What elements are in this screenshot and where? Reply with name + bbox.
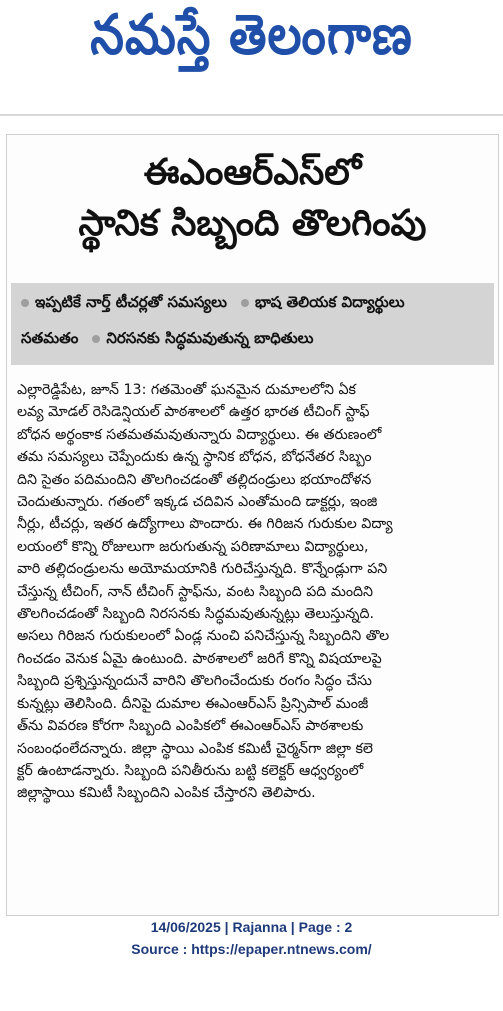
body-line: జిల్లాస్థాయి కమిటీ సిబ్బందిని ఎంపిక చేస్తారని తెలిపారు.: [17, 785, 316, 802]
bullet-icon: [92, 335, 100, 343]
subheading-item: నిరసనకు సిద్ధమవుతున్న బాధితులు: [106, 329, 314, 347]
masthead-divider: [0, 114, 503, 116]
subheading-row-2: [21, 329, 313, 351]
article-body: [17, 379, 489, 805]
subheading-item: భాష తెలియక విద్యార్థులు: [254, 293, 405, 311]
body-line: బోధన అర్థంకాక సతమతమవుతున్నారు విద్యార్థులు. ఈ తరుణంలో: [17, 426, 382, 443]
body-line: గించడం వెనుక ఏమై ఉంటుంది. పాఠశాలలో జరిగే కొన్ని విషయాలపై: [17, 650, 382, 667]
bullet-icon: [241, 299, 249, 307]
body-line: అసలు గిరిజన గురుకులంలో ఏండ్ల నుంచి పనిచేస్తున్న సిబ్బందిని తొల: [17, 628, 390, 645]
footer-dateline: 14/06/2025 | Rajanna | Page : 2: [150, 919, 353, 935]
body-line: వారి తల్లిదండ్రులను అయోమయానికి గురిచేస్తున్నది. కొన్నేండ్లుగా పని: [17, 561, 388, 578]
subheading-box: [11, 283, 494, 365]
body-line: తొలగించడంతో సిబ్బంది నిరసనకు సిద్ధమవుతున్నట్లు తెలుస్తున్నది.: [17, 606, 374, 623]
body-line: లయంలో కొన్ని రోజులుగా జరుగుతున్న పరిణామాలు విద్యార్థులు,: [17, 538, 369, 555]
body-line: కున్నట్లు తెలిసింది. దీనిపై దుమాల ఈఎంఆర్ఎస్ ప్రిన్సిపాల్ మంజీ: [17, 695, 369, 712]
masthead-title: నమస్తే తెలంగాణ: [90, 2, 413, 68]
body-line: క్టర్ ఉంటాడన్నారు. సిబ్బంది పనితీరును బట్టి కలెక్టర్ ఆధ్వర్యంలో: [17, 762, 364, 779]
body-line: చెందుతున్నారు. గతంలో ఇక్కడ చదివిన ఎంతోమంది డాక్టర్లు, ఇంజి: [17, 494, 378, 511]
body-line: సిబ్బంది ప్రశ్నిస్తున్నందునే వారిని తొలగించేందుకు రంగం సిద్ధం చేసు: [17, 673, 372, 690]
body-line: చేస్తున్న టీచింగ్, నాన్ టీచింగ్ స్టాఫ్‌ను, వంట సిబ్బంది పది మందిని: [17, 583, 374, 600]
body-line: లవ్య మోడల్ రెసిడెన్షియల్ పాఠశాలలో ఉత్తర భారత టీచింగ్ స్టాఫ్: [17, 404, 370, 421]
masthead: [0, 0, 503, 100]
footer: [0, 916, 503, 960]
headline-line-2: స్థానిక సిబ్బంది తొలగింపు: [78, 203, 427, 244]
body-line: దిని సైతం పదిమందిని తొలగించడంతో తల్లిదండ్రులు భయాందోళన: [17, 471, 372, 488]
body-line: ఎల్లారెడ్డిపేట, జూన్ 13: గతమెంతో ఘనమైన దుమాలలోని ఏక: [17, 382, 356, 398]
subheading-row-1: [21, 293, 405, 315]
footer-source: Source : https://epaper.ntnews.com/: [131, 941, 372, 957]
body-line: త్‌ను వివరణ కోరగా సిబ్బంది ఎంపికలో ఈఎంఆర్ఎస్ పాఠశాలకు: [17, 718, 364, 735]
article-clipping: [6, 134, 499, 916]
bullet-icon: [21, 299, 29, 307]
body-line: తమ సమస్యలు చెప్పేందుకు ఉన్న స్థానిక బోధన, బోధనేతర సిబ్బం: [17, 449, 372, 466]
headline-line-1: ఈఎంఆర్ఎస్‌లో: [143, 152, 362, 193]
headline: [7, 149, 498, 251]
body-line: సంబంధంలేదన్నారు. జిల్లా స్థాయి ఎంపిక కమిటీ చైర్మన్‌గా జిల్లా కలె: [17, 740, 373, 757]
subheading-item: ఇప్పటికే నార్త్ టీచర్లతో సమస్యలు: [35, 293, 227, 311]
subheading-item: సతమతం: [21, 329, 79, 347]
body-line: నీర్లు, టీచర్లు, ఇతర ఉద్యోగాలు పొందారు. ఈ గిరిజన గురుకుల విద్యా: [17, 516, 393, 533]
